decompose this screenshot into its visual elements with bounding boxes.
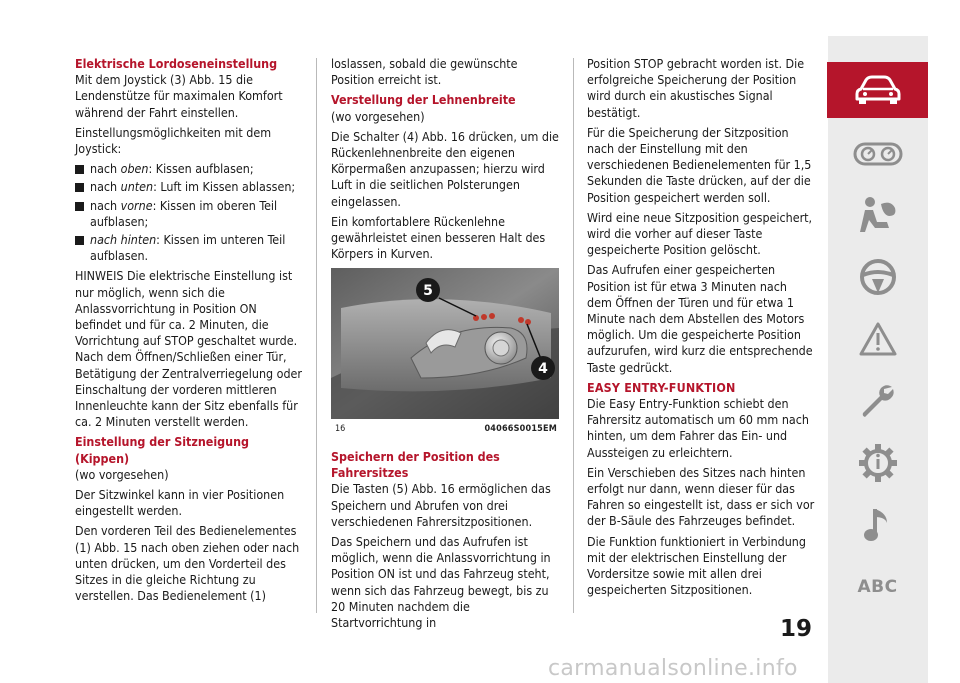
paragraph: Position STOP gebracht worden ist. Die erfolgreiche Speicherung der Position wird durch ein akustisches Signal bestätigt. (587, 56, 805, 120)
heading-save-position: Speichern der Position des Fahrersitzes (331, 449, 500, 481)
tab-driving[interactable] (827, 249, 928, 305)
tab-emergency[interactable] (827, 311, 928, 367)
paragraph: Das Aufrufen einer gespeicherten Position ist für etwa 3 Minuten nach dem Öffnen der Türen und für etwa 1 Minute nach dem Abstellen des Motors möglich. Um die gespeicherte Position aufzurufen, wird kurz die entsprechende Taste gedrückt. (587, 262, 813, 375)
paragraph: Der Sitzwinkel kann in vier Positionen eingestellt werden. (75, 487, 285, 519)
figure-code: 04066S0015EM (484, 424, 557, 434)
paragraph: Die Funktion funktioniert in Verbindung mit der elektrischen Einstellung der Vordersitze sowie mit allen drei gespeicherten Sitzpositionen. (587, 533, 806, 598)
bullet-item: nach vorne: Kissen im oberen Teil aufblasen; (75, 198, 303, 230)
paragraph: Für die Speicherung der Sitzposition nach der Einstellung mit den verschiedenen Bedienelementen für 1,5 Sekunden die Taste drücken, auf der die Position gespeichert werden soll. (587, 124, 812, 205)
tab-safety[interactable] (827, 187, 928, 243)
heading-backrest-width: Verstellung der Lehnenbreite (331, 92, 516, 108)
maintenance-gear-icon (857, 442, 899, 484)
watermark: carmanualsonline.info (548, 656, 798, 681)
paragraph: Die Tasten (5) Abb. 16 ermöglichen das Speichern und Abrufen von drei verschiedenen Fahrersitzpositionen. (331, 481, 551, 529)
paragraph: Das Speichern und das Aufrufen ist möglich, wenn die Anlassvorrichtung in Position ON ist und das Fahrzeug steht, wenn sich das Fahrzeug bewegt, bis zu 20 Minuten nachdem die Startvorrichtung in (331, 534, 551, 631)
paragraph: Ein Verschieben des Sitzes nach hinten erfolgt nur dann, wenn dieser für das Fahren so eingestellt ist, dass er sich vor der B-Säule des Fahrzeuges befindet. (587, 464, 815, 529)
paragraph: Einstellungsmöglichkeiten mit dem Joystick: (75, 124, 272, 157)
heading-lordosis: Elektrische Lordoseneinstellung (75, 56, 278, 71)
tab-technical-data[interactable] (827, 435, 928, 491)
bullet-square-icon (75, 165, 84, 174)
tab-dashboard[interactable] (827, 126, 928, 182)
paragraph: (wo vorgesehen) (75, 466, 169, 482)
column-divider (316, 58, 317, 613)
heading-easy-entry: EASY ENTRY-FUNKTION (587, 379, 736, 395)
figure-number: 16 (335, 424, 346, 434)
airbag-passenger-icon (857, 194, 899, 236)
callout-4-label: 4 (538, 361, 548, 377)
bullet-square-icon (75, 183, 84, 192)
column-divider (573, 58, 574, 613)
tab-index[interactable] (827, 559, 928, 615)
car-icon (855, 75, 901, 105)
heading-seat-tilt: Einstellung der Sitzneigung (Kippen) (75, 434, 250, 466)
paragraph: Ein komfortablere Rückenlehne gewährleistet einen besseren Halt des Körpers in Kurven. (331, 213, 546, 262)
paragraph: Mit dem Joystick (3) Abb. 15 die Lendenstütze für maximalen Komfort während der Fahrt einstellen. (75, 72, 283, 120)
bullet-item: nach hinten: Kissen im unteren Teil aufblasen. (75, 232, 303, 264)
warning-triangle-icon (858, 321, 898, 357)
tab-maintenance[interactable] (827, 373, 928, 429)
page-number: 19 (780, 616, 813, 642)
index-label: ABC (857, 577, 898, 597)
text-column-3 (587, 56, 815, 603)
bullet-square-icon (75, 202, 84, 211)
callout-5-label: 5 (423, 283, 433, 299)
bullet-square-icon (75, 236, 84, 245)
music-note-icon (861, 505, 895, 545)
seat-controls-figure (331, 268, 559, 419)
paragraph: Den vorderen Teil des Bedienelementes (1) Abb. 15 nach oben ziehen oder nach unten drücken, um den Vorderteil des Sitzes in die gleiche Richtung zu verstellen. Das Bedienelement (1) (75, 523, 300, 604)
steering-wheel-icon (858, 257, 898, 297)
wrench-icon (858, 381, 898, 421)
text-column-1 (75, 56, 303, 609)
dashboard-gauges-icon (853, 141, 903, 167)
tab-multimedia[interactable] (827, 497, 928, 553)
note-paragraph: HINWEIS Die elektrische Einstellung ist nur möglich, wenn sich die Anlassvorrichtung in Position ON befindet und für ca. 2 Minuten, die Vorrichtung auf STOP geschaltet wurde. Nach dem Öffnen/Schließen einer Tür, Betätigung der Zentralverriegelung oder Einschaltung der vorderen mittleren Innenleuchte kann der Sitz ebenfalls für ca. 2 Minuten verstellt werden. (75, 268, 302, 430)
bullet-item: nach unten: Luft im Kissen ablassen; (75, 179, 303, 195)
paragraph: (wo vorgesehen) (331, 108, 425, 124)
bullet-item: nach oben: Kissen aufblasen; (75, 161, 303, 177)
tab-car[interactable] (827, 62, 928, 118)
seat-controls-illustration (331, 268, 559, 419)
paragraph: Die Easy Entry-Funktion schiebt den Fahrersitz automatisch um 60 mm nach hinten, um dem Fahrer das Ein- und Aussteigen zu erleichtern. (587, 396, 809, 460)
text-column-2 (331, 56, 561, 266)
text-column-2-lower (331, 449, 561, 635)
paragraph: Die Schalter (4) Abb. 16 drücken, um die Rückenlehnenbreite den eigenen Körpermaßen anzupassen; hierzu wird Luft in die seitlichen Polsterungen eingelassen. (331, 128, 559, 209)
paragraph: Wird eine neue Sitzposition gespeichert, wird die vorher auf dieser Taste gespeicherte Position gelöscht. (587, 209, 813, 258)
paragraph: loslassen, sobald die gewünschte Position erreicht ist. (331, 56, 518, 88)
